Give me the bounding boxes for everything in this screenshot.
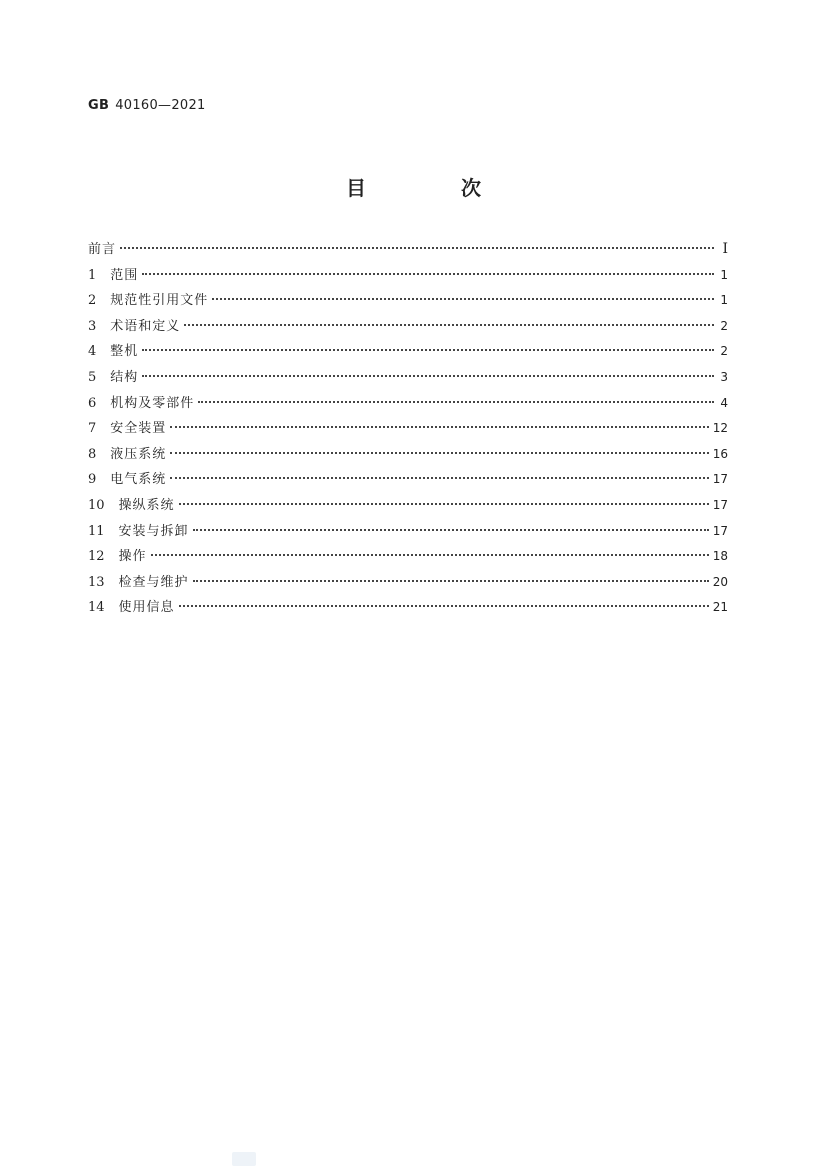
standard-prefix: GB <box>88 98 110 113</box>
toc-entry[interactable] <box>88 570 728 596</box>
toc-entry-title: 安全装置 <box>110 421 167 437</box>
toc-entry-title: 操纵系统 <box>118 497 175 513</box>
toc-leader-dots <box>212 298 714 300</box>
toc-entry-title: 范围 <box>110 267 139 283</box>
toc-entry-title: 操作 <box>118 549 147 565</box>
watermark-logo <box>232 1152 256 1166</box>
page-title: 目 次 <box>346 176 525 200</box>
toc-entry-title: 电气系统 <box>110 472 167 488</box>
toc-entry-page: Ⅰ <box>722 241 728 257</box>
document-header <box>88 98 206 113</box>
toc-entry[interactable] <box>88 544 728 570</box>
toc-entry[interactable] <box>88 416 728 442</box>
toc-leader-dots <box>193 529 709 531</box>
toc-entry-title: 液压系统 <box>110 446 167 462</box>
toc-entry-title: 机构及零部件 <box>110 395 195 411</box>
toc-entry[interactable] <box>88 365 728 391</box>
toc-leader-dots <box>184 324 714 326</box>
toc-entry-page: 16 <box>712 446 728 461</box>
toc-entry-number: 8 <box>88 446 97 462</box>
toc-leader-dots <box>142 375 714 377</box>
toc-entry-number: 6 <box>88 395 97 411</box>
toc-entry[interactable] <box>88 237 728 263</box>
toc-leader-dots <box>142 349 714 351</box>
toc-entry-title: 术语和定义 <box>110 318 181 334</box>
toc-entry[interactable] <box>88 339 728 365</box>
toc-entry-page: 2 <box>720 318 728 333</box>
toc-entry[interactable] <box>88 442 728 468</box>
toc-entry[interactable] <box>88 519 728 545</box>
toc-entry[interactable] <box>88 263 728 289</box>
toc-entry-number: 4 <box>88 344 97 360</box>
toc-entry-page: 21 <box>712 600 728 615</box>
standard-number: 40160—2021 <box>115 98 206 113</box>
toc-entry-page: 18 <box>712 549 728 564</box>
toc-entry-number: 11 <box>88 523 105 539</box>
toc-entry-page: 17 <box>712 497 728 512</box>
toc-entry[interactable] <box>88 314 728 340</box>
toc-leader-dots <box>142 273 714 275</box>
toc-entry-number: 10 <box>88 497 105 513</box>
toc-leader-dots <box>198 401 714 403</box>
toc-leader-dots <box>120 247 714 249</box>
toc-entry-title: 安装与拆卸 <box>118 523 189 539</box>
toc-entry-number: 3 <box>88 318 97 334</box>
toc-entry-page: 12 <box>712 421 728 436</box>
toc-entry-title: 前言 <box>88 242 117 257</box>
toc-entry-number: 9 <box>88 472 97 488</box>
toc-entry-page: 17 <box>712 472 728 487</box>
toc-entry-page: 20 <box>712 574 728 589</box>
toc-entry-title: 整机 <box>110 344 139 360</box>
toc-entry-title: 使用信息 <box>118 600 175 616</box>
toc-entry-number: 7 <box>88 421 97 437</box>
toc-entry-number: 5 <box>88 369 97 385</box>
toc-entry-number: 13 <box>88 574 105 590</box>
toc-entry-number: 12 <box>88 549 105 565</box>
toc-entry-page: 1 <box>720 293 728 308</box>
toc-entry-page: 1 <box>720 267 728 282</box>
toc-entry-page: 17 <box>712 523 728 538</box>
toc-leader-dots <box>179 503 709 505</box>
toc-entry-number: 1 <box>88 267 97 283</box>
toc-entry[interactable] <box>88 493 728 519</box>
toc-entry-title: 检查与维护 <box>118 574 189 590</box>
toc-entry-number: 2 <box>88 293 97 309</box>
toc-leader-dots <box>179 605 709 607</box>
toc-entry-page: 3 <box>720 369 728 384</box>
toc-entry-page: 2 <box>720 344 728 359</box>
toc-leader-dots <box>170 477 708 479</box>
toc-entry-number: 14 <box>88 600 105 616</box>
toc-leader-dots <box>170 452 708 454</box>
toc-leader-dots <box>170 426 708 428</box>
toc-entry[interactable] <box>88 467 728 493</box>
toc-entry[interactable] <box>88 595 728 621</box>
toc-entry[interactable] <box>88 391 728 417</box>
toc-entry-title: 规范性引用文件 <box>110 293 209 309</box>
toc-leader-dots <box>193 580 709 582</box>
toc-entry-page: 4 <box>720 395 728 410</box>
toc-leader-dots <box>151 554 709 556</box>
table-of-contents <box>88 237 728 621</box>
toc-entry-title: 结构 <box>110 369 139 385</box>
toc-entry[interactable] <box>88 288 728 314</box>
